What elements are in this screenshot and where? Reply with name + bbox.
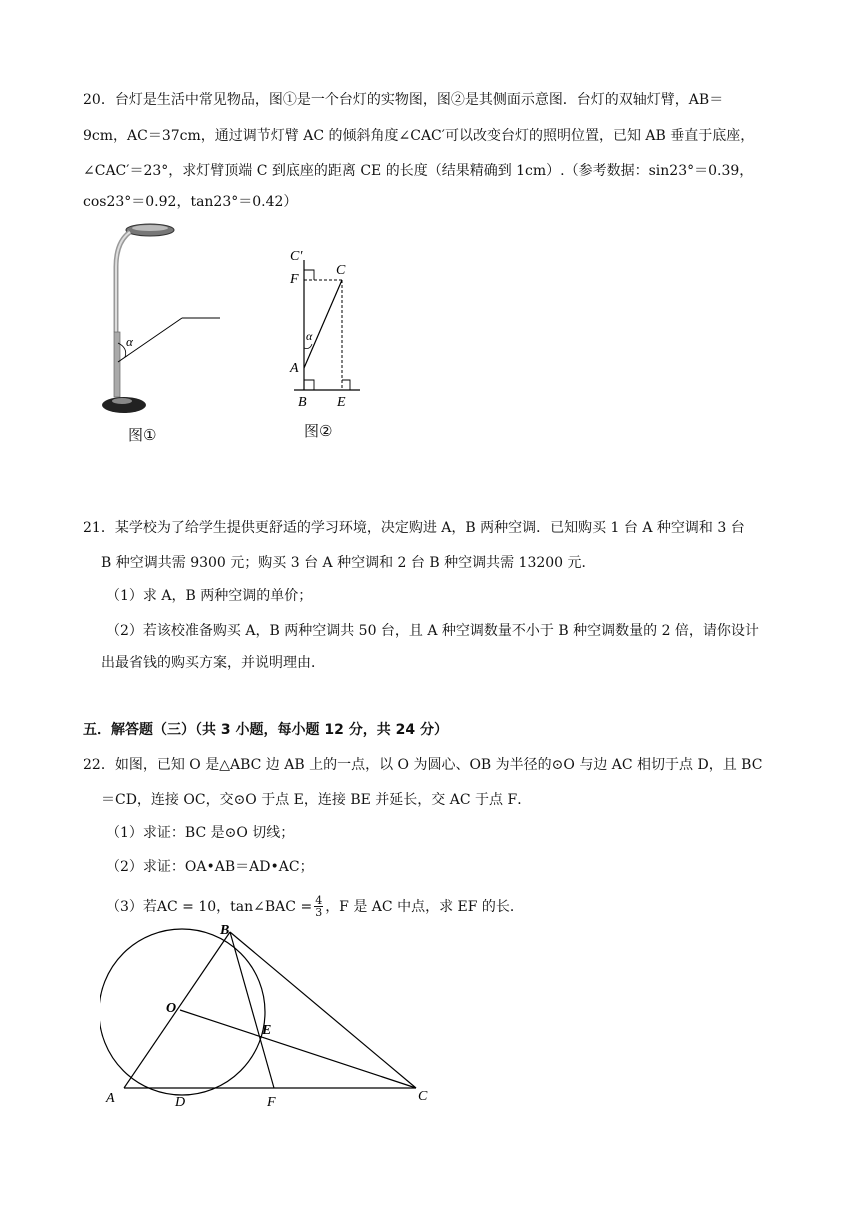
q22-part-3 (106, 895, 524, 918)
section-heading: 五．解答题（三）（共 3 小题，每小题 12 分，共 24 分） (83, 722, 448, 738)
fig2-label-F: F (290, 272, 299, 287)
q22-line-1: 22．如图，已知 O 是△ABC 边 AB 上的一点，以 O 为圆心、OB 为半径的⊙O 与边 AC 相切于点 D，且 BC (83, 757, 763, 773)
fig-label-O: O (166, 1001, 177, 1016)
fig-label-B: B (220, 923, 230, 938)
q21-part-2-cont: 出最省钱的购买方案，并说明理由． (101, 655, 325, 671)
q21-line-1: 21．某学校为了给学生提供更舒适的学习环境，决定购进 A，B 两种空调．已知购买 1 台 A 种空调和 3 台 (83, 520, 745, 536)
q21-line-2: B 种空调共需 9300 元；购买 3 台 A 种空调和 2 台 B 种空调共需 13200 元． (101, 555, 596, 571)
fig-label-A: A (106, 1091, 115, 1106)
q20-line-4: cos23°＝0.92，tan23°＝0.42） (83, 194, 298, 210)
fig-label-C: C (418, 1089, 428, 1104)
q22-line-2: ＝CD，连接 OC，交⊙O 于点 E，连接 BE 并延长，交 AC 于点 F． (101, 792, 532, 808)
fraction-denominator: 3 (315, 906, 323, 919)
q22-part-1: （1）求证：BC 是⊙O 切线； (106, 825, 295, 841)
q22-part3-prefix: （3）若AC = 10，tan∠BAC = (106, 898, 313, 915)
q22-part-2: （2）求证：OA•AB＝AD•AC； (106, 859, 314, 875)
fig2-label-B: B (298, 395, 307, 410)
fraction-numerator: 4 (315, 894, 323, 907)
fig1-alpha-label: α (126, 334, 133, 349)
q20-line-2: 9cm，AC＝37cm，通过调节灯臂 AC 的倾斜角度∠CAC′可以改变台灯的照明位置，已知 AB 垂直于底座， (83, 128, 755, 144)
fraction (314, 895, 323, 918)
lamp-schematic (282, 240, 372, 415)
fig2-label-Cprime: C′ (290, 249, 303, 264)
q21-part-2: （2）若该校准备购买 A，B 两种空调共 50 台，且 A 种空调数量不小于 B 种空调数量的 2 倍，请你设计 (106, 623, 759, 639)
fig-label-D: D (175, 1095, 186, 1110)
fig2-label-A: A (290, 361, 299, 376)
fig2-label-C: C (336, 263, 346, 278)
fig1-caption: 图① (128, 426, 157, 444)
fig2-label-alpha: α (306, 329, 313, 343)
q21-part-1: （1）求 A，B 两种空调的单价； (106, 588, 313, 604)
lamp-figure (98, 222, 228, 422)
q22-part3-suffix: ，F 是 AC 中点，求 EF 的长． (325, 898, 524, 915)
fig-label-E: E (262, 1023, 272, 1038)
q20-line-1: 20．台灯是生活中常见物品，图①是一个台灯的实物图，图②是其侧面示意图．台灯的双轴灯臂，AB＝ (83, 92, 724, 108)
fig2-caption: 图② (304, 422, 333, 440)
circle-triangle-figure (100, 920, 440, 1110)
fig2-label-E: E (337, 395, 346, 410)
q20-line-3: ∠CAC′＝23°，求灯臂顶端 C 到底座的距离 CE 的长度（结果精确到 1cm）.（参考数据：sin23°＝0.39， (83, 163, 754, 179)
fig-label-F: F (267, 1095, 276, 1110)
